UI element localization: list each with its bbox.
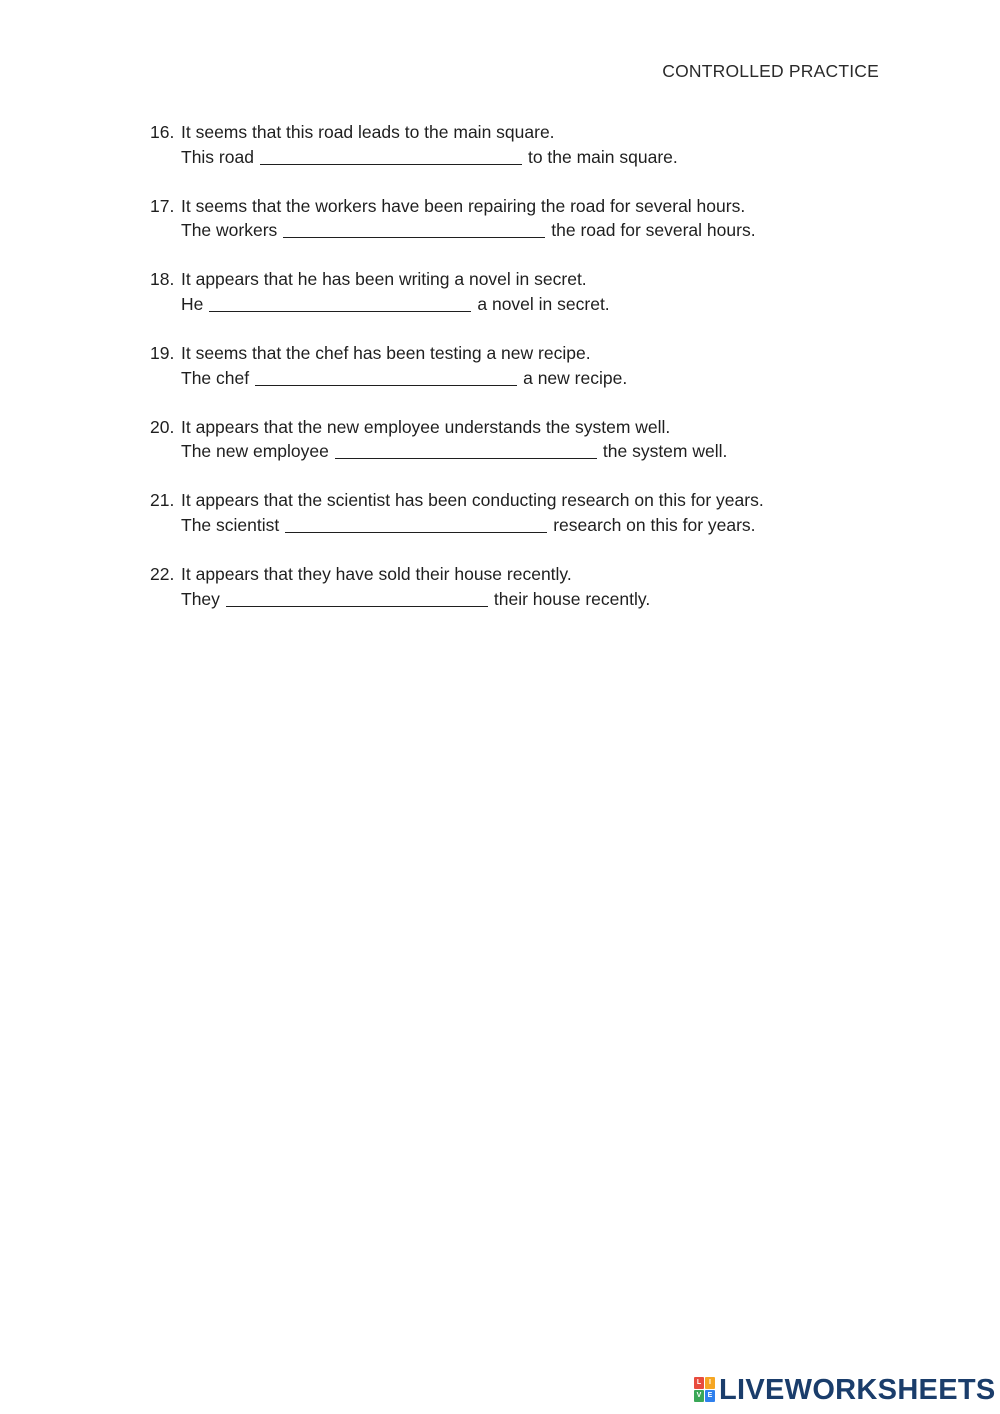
answer-blank-input[interactable] <box>283 220 545 238</box>
logo-tile: I <box>705 1377 715 1389</box>
answer-end: the road for several hours. <box>551 220 756 241</box>
answer-start: He <box>181 293 204 314</box>
exercise-number: 20. <box>150 416 175 437</box>
exercise-prompt: It seems that the chef has been testing a new recipe. <box>181 343 591 364</box>
exercise-prompt: It appears that they have sold their house recently. <box>181 564 572 585</box>
exercise-prompt: It seems that this road leads to the main square. <box>181 122 555 142</box>
exercise-item <box>150 120 910 194</box>
exercise-item <box>150 562 910 636</box>
exercise-number: 16. <box>150 122 175 142</box>
exercise-answer-line <box>181 439 727 464</box>
brand-name: LIVEWORKSHEETS <box>719 1373 996 1406</box>
exercise-item <box>150 488 910 562</box>
answer-start: The scientist <box>181 514 280 535</box>
answer-blank-input[interactable] <box>260 147 522 165</box>
exercise-prompt: It seems that the workers have been repairing the road for several hours. <box>181 195 746 216</box>
answer-end: their house recently. <box>493 588 651 609</box>
answer-blank-input[interactable] <box>226 589 488 607</box>
exercise-item <box>150 415 910 489</box>
answer-start: They <box>181 588 220 609</box>
exercise-item <box>150 194 910 268</box>
exercise-answer-line <box>181 292 610 317</box>
answer-end: a novel in secret. <box>477 293 610 314</box>
answer-start: The workers <box>181 220 278 241</box>
exercise-number: 19. <box>150 343 175 364</box>
exercise-number: 21. <box>150 490 175 511</box>
answer-end: a new recipe. <box>523 367 628 388</box>
liveworksheets-brand <box>694 1373 996 1407</box>
exercise-item <box>150 341 910 415</box>
answer-blank-input[interactable] <box>335 441 597 459</box>
answer-blank-input[interactable] <box>285 515 547 533</box>
answer-start: The chef <box>181 367 250 388</box>
exercise-number: 22. <box>150 564 175 585</box>
exercise-list <box>150 120 910 636</box>
exercise-prompt: It appears that he has been writing a novel in secret. <box>181 269 587 290</box>
answer-blank-input[interactable] <box>255 368 517 386</box>
exercise-item <box>150 267 910 341</box>
answer-start: The new employee <box>181 441 329 462</box>
exercise-number: 18. <box>150 269 175 290</box>
logo-tile: V <box>694 1390 704 1402</box>
exercise-prompt: It appears that the new employee understands the system well. <box>181 416 671 437</box>
answer-end: the system well. <box>602 441 728 462</box>
answer-end: to the main square. <box>527 146 678 167</box>
answer-blank-input[interactable] <box>209 294 471 312</box>
exercise-answer-line <box>181 145 678 170</box>
exercise-prompt: It appears that the scientist has been conducting research on this for years. <box>181 490 764 511</box>
exercise-number: 17. <box>150 195 175 216</box>
logo-tile: E <box>705 1390 715 1402</box>
page-title: CONTROLLED PRACTICE <box>662 61 879 81</box>
answer-end: research on this for years. <box>553 514 756 535</box>
logo-tile: L <box>694 1377 704 1389</box>
liveworksheets-logo-icon <box>694 1377 716 1403</box>
exercise-answer-line <box>181 513 764 538</box>
exercise-answer-line <box>181 366 627 391</box>
exercise-answer-line <box>181 218 756 243</box>
answer-start: This road <box>181 146 254 167</box>
exercise-answer-line <box>181 587 650 612</box>
